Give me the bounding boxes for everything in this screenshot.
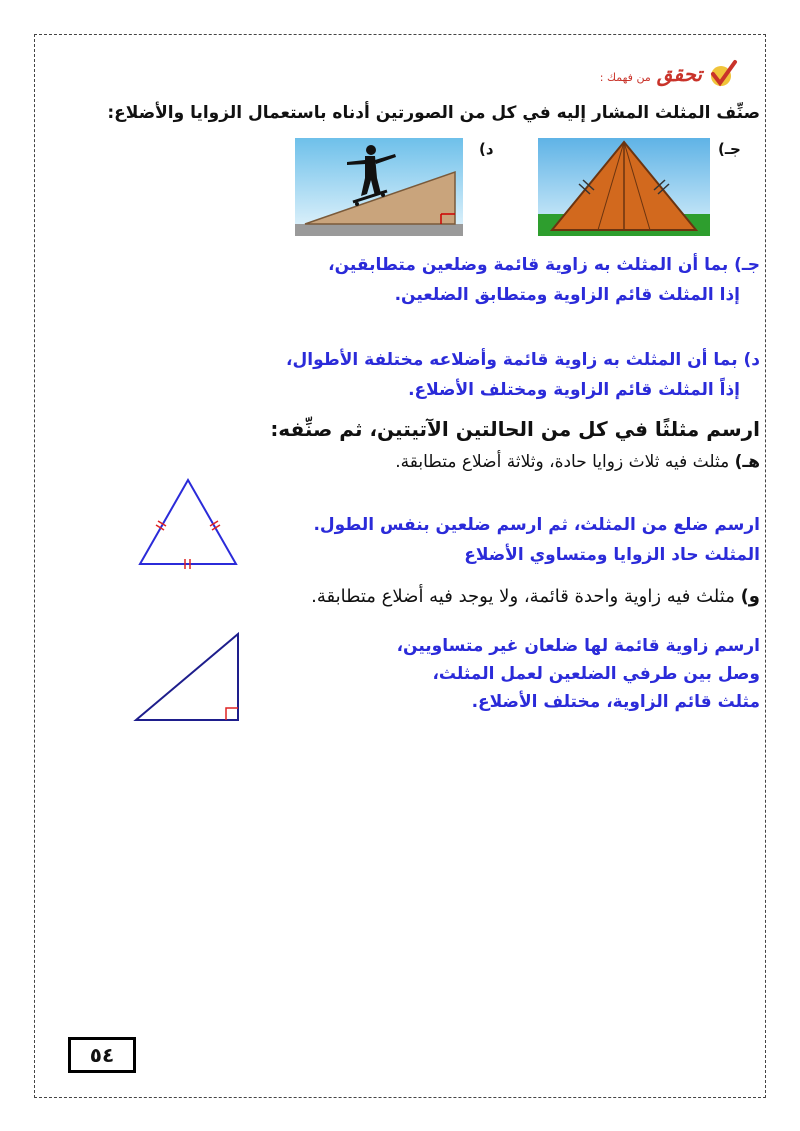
figure-label-d: د) (479, 140, 494, 158)
draw-instruction: ارسم مثلثًا في كل من الحالتين الآتيتين، ثم صنِّفه: (270, 417, 760, 441)
case-h-text: مثلث فيه ثلاث زوايا حادة، وثلاثة أضلاع متطابقة. (395, 452, 730, 472)
case-w-label: و) (740, 586, 760, 607)
answer-d-line-1: د) بما أن المثلث به زاوية قائمة وأضلاعه مختلفة الأطوال، (286, 350, 760, 370)
answer-w-line-2: وصل بين طرفي الضلعين لعمل المثلث، (432, 664, 760, 684)
case-h (395, 452, 760, 472)
case-h-label: هـ) (734, 452, 760, 472)
answer-j (328, 250, 760, 310)
checkmark-icon (708, 59, 738, 89)
figure-label-j: جـ) (718, 140, 741, 158)
check-understanding-heading (600, 56, 738, 92)
right-triangle-drawing (130, 630, 245, 725)
answer-h-line-2: المثلث حاد الزوايا ومتساوي الأضلاع (464, 545, 760, 565)
classify-instruction: صنِّف المثلث المشار إليه في كل من الصورتين أدناه باستعمال الزوايا والأضلاع: (107, 103, 760, 123)
answer-w-line-1: ارسم زاوية قائمة لها ضلعان غير متساويين، (396, 636, 760, 656)
case-w-text: مثلث فيه زاوية واحدة قائمة، ولا يوجد فيه أضلاع متطابقة. (311, 586, 735, 607)
answer-h-line-1: ارسم ضلع من المثلث، ثم ارسم ضلعين بنفس الطول. (313, 515, 760, 535)
answer-j-line-2: إذا المثلث قائم الزاوية ومتطابق الضلعين. (394, 285, 740, 305)
answer-h (313, 510, 760, 570)
equilateral-triangle-drawing (134, 476, 244, 572)
answer-d-line-2: إذاً المثلث قائم الزاوية ومختلف الأضلاع. (408, 380, 740, 400)
answer-j-line-1: جـ) بما أن المثلث به زاوية قائمة وضلعين متطابقين، (328, 255, 760, 275)
skateboard-ramp-image (295, 138, 463, 236)
heading-title: تحقق (656, 62, 702, 86)
answer-d (286, 345, 760, 405)
case-w (311, 586, 760, 607)
answer-w (397, 632, 760, 716)
page-number: ٥٤ (68, 1037, 136, 1073)
tent-triangle-image (538, 138, 710, 236)
heading-subtitle: من فهمك : (599, 70, 651, 84)
answer-w-line-3: مثلث قائم الزاوية، مختلف الأضلاع. (471, 692, 760, 712)
